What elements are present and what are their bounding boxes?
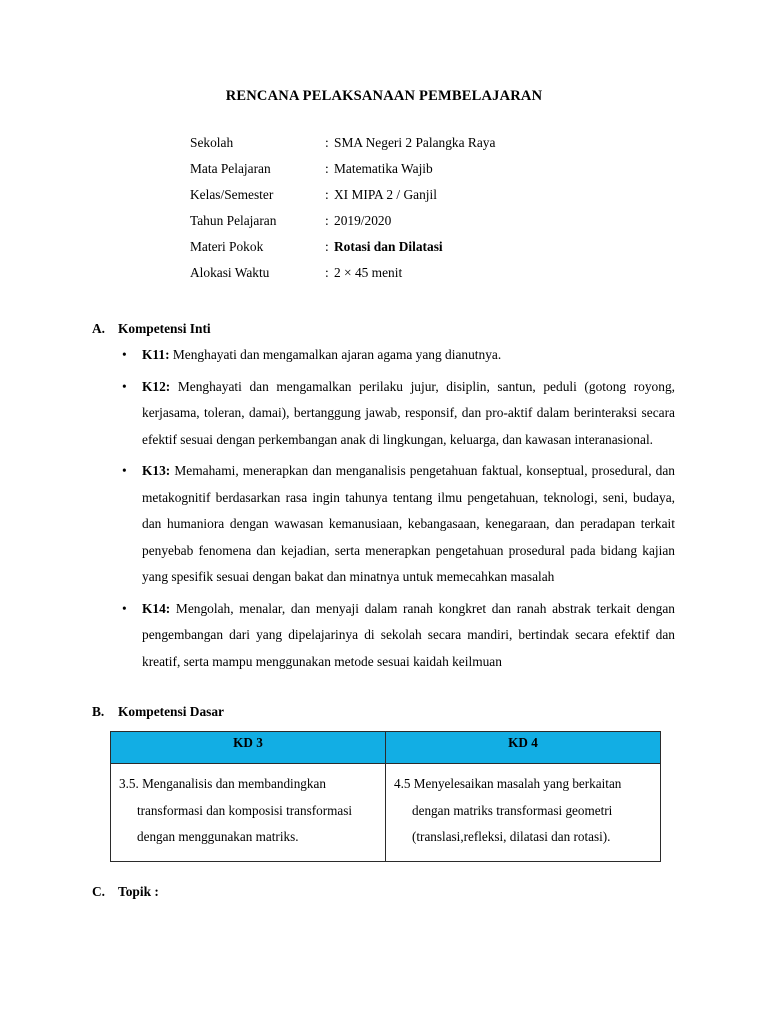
competency-code: K13:: [142, 463, 171, 479]
section-label: Kompetensi Dasar: [118, 704, 225, 720]
metadata-row-materi-pokok: [190, 239, 768, 265]
metadata-label: Alokasi Waktu: [190, 265, 270, 280]
list-item: [0, 342, 768, 369]
table-header-row: [111, 732, 661, 764]
metadata-colon: :: [325, 213, 329, 228]
metadata-row-sekolah: [190, 135, 768, 161]
kompetensi-inti-list: [0, 342, 768, 675]
metadata-label: Materi Pokok: [190, 239, 264, 254]
section-heading-topik: [0, 884, 768, 900]
section-label: Kompetensi Inti: [118, 321, 211, 336]
metadata-colon: :: [325, 239, 329, 254]
metadata-colon: :: [325, 265, 329, 280]
list-item: [0, 374, 768, 454]
metadata-colon: :: [325, 187, 329, 202]
competency-code: K14:: [142, 600, 171, 616]
table-head: [111, 732, 661, 764]
section-letter: A.: [92, 321, 106, 336]
list-item: [0, 458, 768, 591]
competency-text: Memahami, menerapkan dan menganalisis pengetahuan faktual, konseptual, prosedural, dan metakognitif berdasarkan rasa ingin tahunya tentang ilmu pengetahuan, teknologi, seni, budaya, dan humaniora dengan wawasan kemanusiaan, kebangasaan, kenegaraan, dan peradapan terkait penyebab fenomena dan kejadian, serta menerapkan pengetahuan prosedural pada bidang kajian yang spesifik sesuai dengan bakat dan minatnya untuk memecahkan masalah: [142, 463, 675, 585]
section-letter: B.: [92, 704, 105, 720]
metadata-value: XI MIPA 2 / Ganjil: [334, 187, 437, 202]
metadata-colon: :: [325, 135, 329, 150]
metadata-colon: :: [325, 161, 329, 176]
metadata-value: Rotasi dan Dilatasi: [334, 239, 443, 254]
metadata-row-mata-pelajaran: [190, 161, 768, 187]
metadata-label: Mata Pelajaran: [190, 161, 271, 176]
section-label: Topik :: [118, 883, 159, 899]
table-header-kd4: KD 4: [386, 732, 661, 764]
competency-code: K11:: [142, 347, 170, 362]
competency-text: Mengolah, menalar, dan menyaji dalam ranah kongkret dan ranah abstrak terkait dengan pengembangan dari yang dipelajarinya di sekolah secara mandiri, bertindak secara efektif dan kreatif, serta mampu menggunakan metode sesuai kaidah keilmuan: [142, 600, 675, 669]
list-item: [0, 596, 768, 676]
competency-text: Menghayati dan mengamalkan perilaku jujur, disiplin, santun, peduli (gotong royong, kerjasama, toleran, damai), bertanggung jawab, responsif, dan pro-aktif dalam berinteraksi secara efektif sesuai dengan perkembangan anak di lingkungan, keluarga, dan kawasan interanasional.: [142, 378, 675, 447]
section-heading-kompetensi-dasar: [0, 704, 768, 720]
metadata-label: Sekolah: [190, 135, 234, 150]
table-row: [111, 764, 661, 861]
competency-text: Menghayati dan mengamalkan ajaran agama yang dianutnya.: [169, 347, 502, 362]
metadata-label: Kelas/Semester: [190, 187, 274, 202]
table-header-kd3: KD 3: [111, 732, 386, 764]
competency-code: K12:: [142, 378, 171, 394]
metadata-value: 2 × 45 menit: [334, 265, 403, 280]
table-cell-kd4: 4.5 Menyelesaikan masalah yang berkaitan dengan matriks transformasi geometri (translasi,refleksi, dilatasi dan rotasi).: [386, 764, 661, 861]
metadata-value: SMA Negeri 2 Palangka Raya: [334, 135, 496, 150]
page-title: RENCANA PELAKSANAAN PEMBELAJARAN: [225, 88, 543, 104]
metadata-row-kelas-semester: [190, 187, 768, 213]
metadata-value: 2019/2020: [334, 213, 392, 228]
kompetensi-dasar-table: [110, 731, 661, 861]
metadata-row-alokasi-waktu: [190, 265, 768, 291]
kompetensi-dasar-table-wrapper: [0, 731, 768, 861]
metadata-value: Matematika Wajib: [334, 161, 433, 176]
table-body: [111, 764, 661, 861]
section-letter: C.: [92, 883, 106, 899]
section-heading-kompetensi-inti: [0, 321, 768, 337]
table-cell-kd3: 3.5. Menganalisis dan membandingkan transformasi dan komposisi transformasi dengan menggunakan matriks.: [111, 764, 386, 861]
document-metadata: [0, 135, 768, 291]
metadata-row-tahun-pelajaran: [190, 213, 768, 239]
metadata-label: Tahun Pelajaran: [190, 213, 277, 228]
